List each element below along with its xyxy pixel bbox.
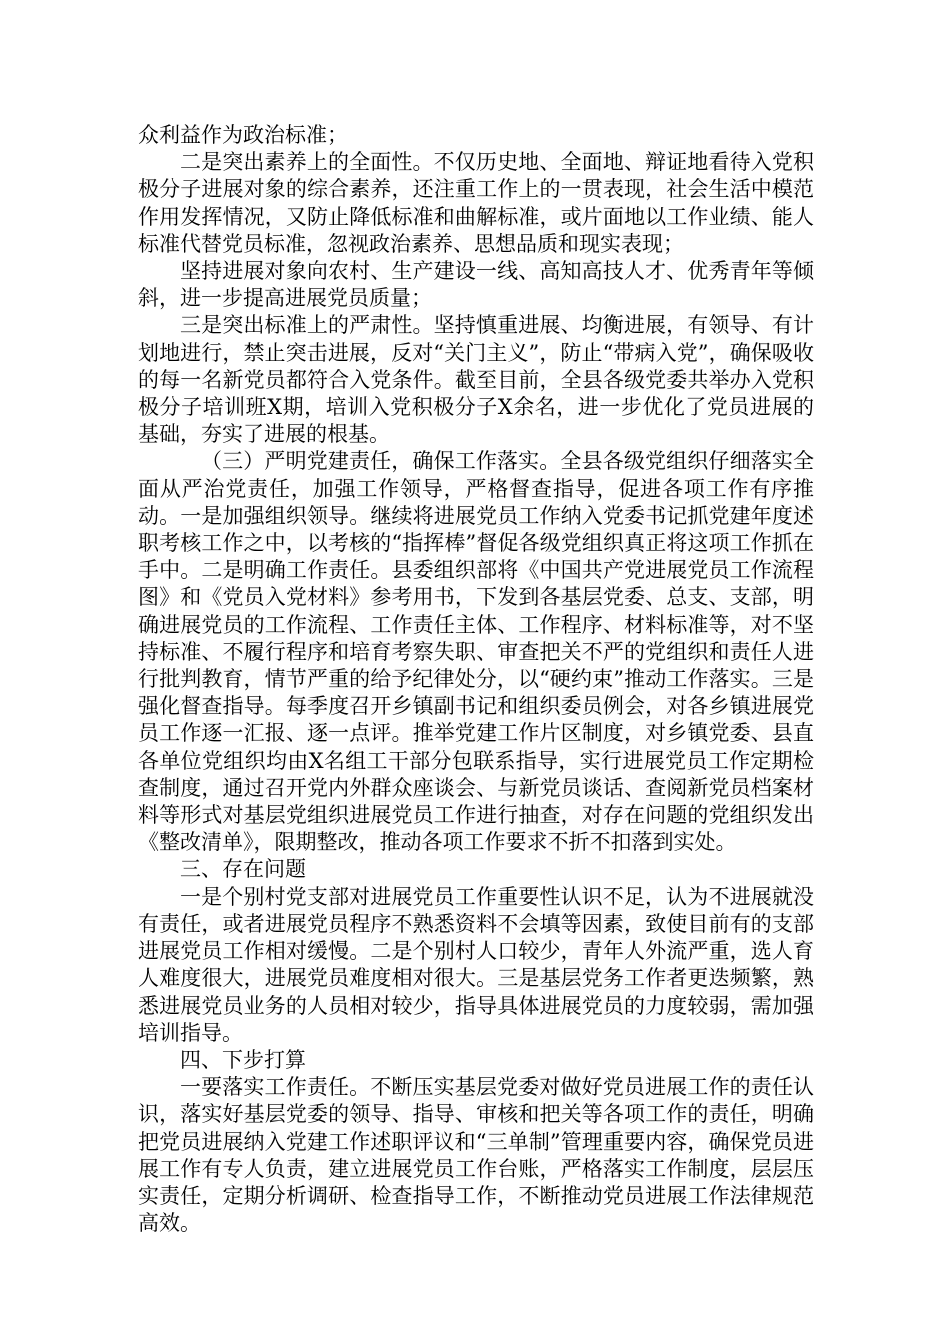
paragraph-problems: 一是个别村党支部对进展党员工作重要性认识不足，认为不进展就没有责任，或者进展党员程序不熟悉资料不会填等因素，致使目前有的支部进展党员工作相对缓慢。二是个别村人口较少，青年人外流严重，选人育人难度很大，进展党员难度相对很大。三是基层党务工作者更迭频繁，熟悉进展党员业务的人员相对较少，指导具体进展党员的力度较弱，需加强培训指导。 bbox=[138, 884, 814, 1045]
section-heading-problems: 三、存在问题 bbox=[180, 857, 306, 882]
section-heading-next-steps: 四、下步打算 bbox=[180, 1047, 306, 1072]
paragraph-strictness: 三是突出标准上的严肃性。坚持慎重进展、均衡进展，有领导、有计划地进行，禁止突击进展，反对“关门主义”，防止“带病入党”，确保吸收的每一名新党员都符合入党条件。截至目前，全县各级党委共举办入党积极分子培训班X期，培训入党积极分子X余名，进一步优化了党员进展的基础，夯实了进展的根基。 bbox=[138, 313, 814, 447]
paragraph-comprehensiveness: 二是突出素养上的全面性。不仅历史地、全面地、辩证地看待入党积极分子进展对象的综合素养，还注重工作上的一贯表现，社会生活中模范作用发挥情况，又防止降低标准和曲解标准，或片面地以工作业绩、能人标准代替党员标准，忽视政治素养、思想品质和现实表现； bbox=[138, 150, 814, 256]
paragraph-next-steps: 一要落实工作责任。不断压实基层党委对做好党员进展工作的责任认识，落实好基层党委的领导、指导、审核和把关等各项工作的责任，明确把党员进展纳入党建工作述职评议和“三单制”管理重要内容，确保党员进展工作有专人负责，建立进展党员工作台账，严格落实工作制度，层层压实责任，定期分析调研、检查指导工作，不断推动党员进展工作法律规范高效。 bbox=[138, 1075, 814, 1236]
paragraph-continuation: 众利益作为政治标准； bbox=[138, 123, 348, 147]
paragraph-targeting: 坚持进展对象向农村、生产建设一线、高知高技人才、优秀青年等倾斜，进一步提高进展党员质量； bbox=[138, 259, 814, 311]
document-body bbox=[138, 122, 814, 1237]
paragraph-responsibility: （三）严明党建责任，确保工作落实。全县各级党组织仔细落实全面从严治党责任，加强工作领导，严格督查指导，促进各项工作有序推动。一是加强组织领导。继续将进展党员工作纳入党委书记抓党建年度述职考核工作之中，以考核的“指挥棒”督促各级党组织真正将这项工作抓在手中。二是明确工作责任。县委组织部将《中国共产党进展党员工作流程图》和《党员入党材料》参考用书，下发到各基层党委、总支、支部，明确进展党员的工作流程、工作责任主体、工作程序、材料标准等，对不坚持标准、不履行程序和培育考察失职、审查把关不严的党组织和责任人进行批判教育，情节严重的给予纪律处分，以“硬约束”推动工作落实。三是强化督查指导。每季度召开乡镇副书记和组织委员例会，对各乡镇进展党员工作逐一汇报、逐一点评。推举党建工作片区制度，对乡镇党委、县直各单位党组织均由X名组工干部分包联系指导，实行进展党员工作定期检查制度，通过召开党内外群众座谈会、与新党员谈话、查阅新党员档案材料等形式对基层党组织进展党员工作进行抽查，对存在问题的党组织发出《整改清单》，限期整改，推动各项工作要求不折不扣落到实处。 bbox=[138, 449, 814, 855]
